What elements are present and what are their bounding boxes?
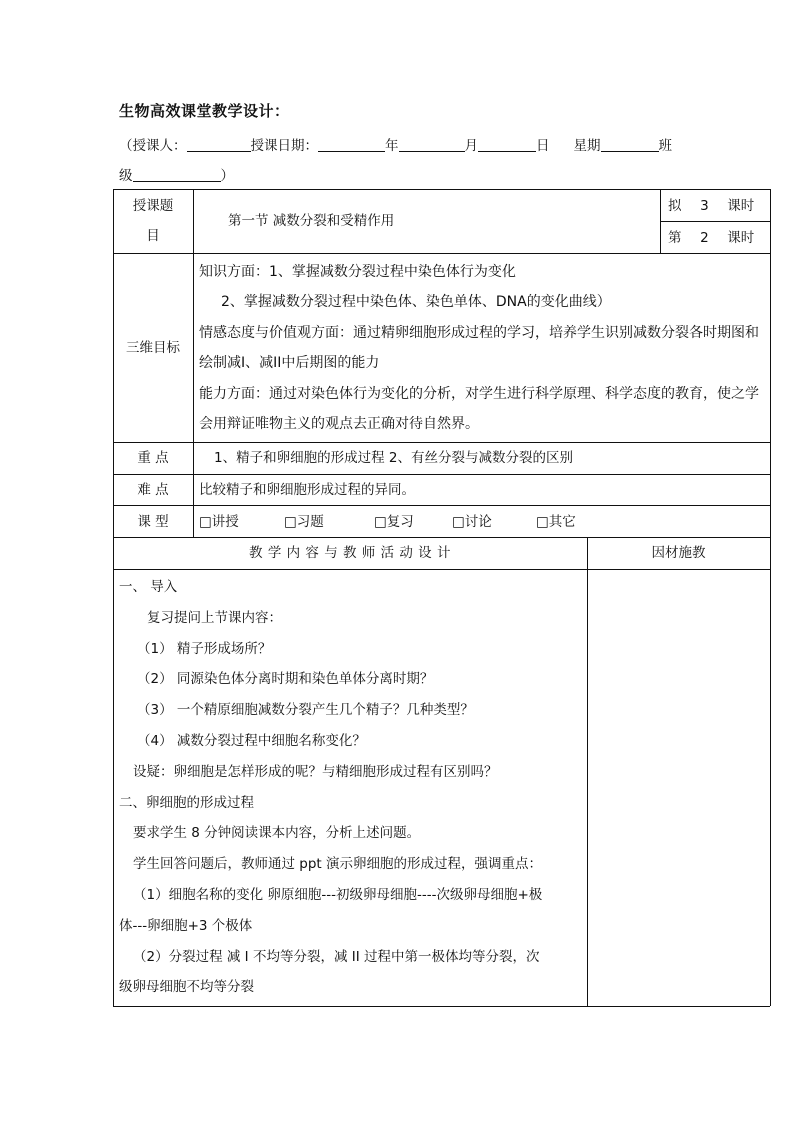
- content-line: （2）分裂过程 减 I 不均等分裂，减 II 过程中第一极体均等分裂，次: [133, 948, 540, 965]
- content-line: 体---卵细胞+3 个极体: [119, 917, 253, 934]
- year-blank[interactable]: [318, 137, 385, 152]
- lesson-type-option-discussion[interactable]: □讨论: [452, 514, 492, 530]
- header-info-line: [119, 134, 672, 154]
- planned-unit: 课时: [727, 198, 755, 214]
- goal-line: 能力方面：通过对染色体行为变化的分析，对学生进行科学原理、科学态度的教育，使之学会用辩证唯物主义的观点去正确对待自然界。: [199, 385, 759, 433]
- lesson-type-option-other[interactable]: □其它: [536, 514, 576, 530]
- key-points-label: 重 点: [137, 450, 169, 466]
- class-blank[interactable]: [133, 167, 221, 182]
- content-line: （3） 一个精原细胞减数分裂产生几个精子？几种类型？: [137, 702, 474, 719]
- content-line: 复习提问上节课内容：: [147, 609, 282, 626]
- table-line: [113, 253, 770, 254]
- planned-hours: [668, 191, 754, 221]
- table-line: [113, 505, 770, 506]
- table-border-right: [770, 189, 771, 1006]
- month-blank[interactable]: [399, 137, 465, 152]
- weekday-blank[interactable]: [601, 137, 659, 152]
- day-label: 日: [536, 138, 550, 154]
- goal-line: 知识方面：1、掌握减数分裂过程中染色体行为变化: [199, 264, 516, 280]
- goal-line: 2、掌握减数分裂过程中染色体、染色单体、DNA的变化曲线）: [221, 294, 611, 311]
- content-line: 级卵母细胞不均等分裂: [119, 979, 254, 996]
- current-unit: 课时: [727, 230, 755, 246]
- content-line: 一、 导入: [119, 579, 178, 595]
- difficulty-label: 难 点: [137, 482, 169, 498]
- teaching-content: [119, 572, 581, 1003]
- planned-label: 拟: [668, 198, 682, 214]
- date-label: 授课日期：: [250, 138, 318, 154]
- current-label: 第: [668, 230, 682, 246]
- month-label: 月: [464, 138, 478, 154]
- table-label-divider: [193, 189, 194, 537]
- goals-label: 三维目标: [126, 340, 180, 356]
- difficulty-text: 比较精子和卵细胞形成过程的异同。: [199, 482, 415, 498]
- lesson-type-label: 课 型: [137, 514, 169, 530]
- content-line: （4） 减数分裂过程中细胞名称变化？: [137, 732, 366, 749]
- topic-label-line2: 目: [146, 228, 160, 244]
- day-blank[interactable]: [478, 137, 536, 152]
- current-num: 2: [700, 230, 709, 246]
- teacher-label: （授课人：: [119, 138, 187, 154]
- content-line: （2） 同源染色体分离时期和染色单体分离时期？: [137, 671, 434, 688]
- content-line: 设疑：卵细胞是怎样形成的呢？与精细胞形成过程有区别吗？: [133, 763, 498, 780]
- content-line: （1）细胞名称的变化 卵原细胞---初级卵母细胞----次级卵母细胞+极: [133, 886, 543, 903]
- topic-label: [113, 191, 193, 251]
- table-content-divider: [587, 537, 588, 1006]
- header-info-line-2: [119, 164, 234, 184]
- lesson-type-option-review[interactable]: □复习: [374, 514, 414, 530]
- table-border-left: [113, 189, 114, 1006]
- current-hours: [668, 223, 754, 253]
- teacher-blank[interactable]: [187, 137, 251, 152]
- table-line: [113, 569, 770, 570]
- key-points-text: 1、精子和卵细胞的形成过程 2、有丝分裂与减数分裂的区别: [214, 450, 573, 466]
- table-hours-divider: [660, 189, 661, 253]
- goal-line: 情感态度与价值观方面：通过精卵细胞形成过程的学习，培养学生识别减数分裂各时期图和绘制减I、减II中后期图的能力: [199, 324, 759, 372]
- page-title: 生物高效课堂教学设计：: [119, 102, 290, 120]
- goals-text: [199, 257, 765, 439]
- class-label-2: 级: [119, 168, 133, 184]
- table-line-hours: [660, 221, 770, 222]
- class-label-1: 班: [658, 138, 672, 154]
- table-border-top: [113, 189, 770, 190]
- lesson-type-option-lecture[interactable]: □讲授: [199, 514, 239, 530]
- table-border-bottom: [113, 1006, 770, 1007]
- topic-title: 第一节 减数分裂和受精作用: [228, 213, 395, 229]
- lesson-type-option-exercise[interactable]: □习题: [284, 514, 324, 530]
- content-line: 要求学生 8 分钟阅读课本内容，分析上述问题。: [133, 825, 421, 842]
- year-label: 年: [385, 138, 399, 154]
- topic-label-line1: 授课题: [132, 198, 174, 214]
- side-section-header: 因材施教: [651, 545, 706, 561]
- content-line: 二、卵细胞的形成过程: [119, 794, 254, 811]
- weekday-label: 星期: [573, 138, 601, 154]
- content-section-header: 教 学 内 容 与 教 师 活 动 设 计: [249, 545, 451, 561]
- content-line: （1） 精子形成场所？: [137, 640, 272, 657]
- close-paren: ）: [220, 168, 234, 184]
- content-line: 学生回答问题后，教师通过 ppt 演示卵细胞的形成过程，强调重点：: [133, 856, 543, 873]
- planned-num: 3: [700, 198, 709, 214]
